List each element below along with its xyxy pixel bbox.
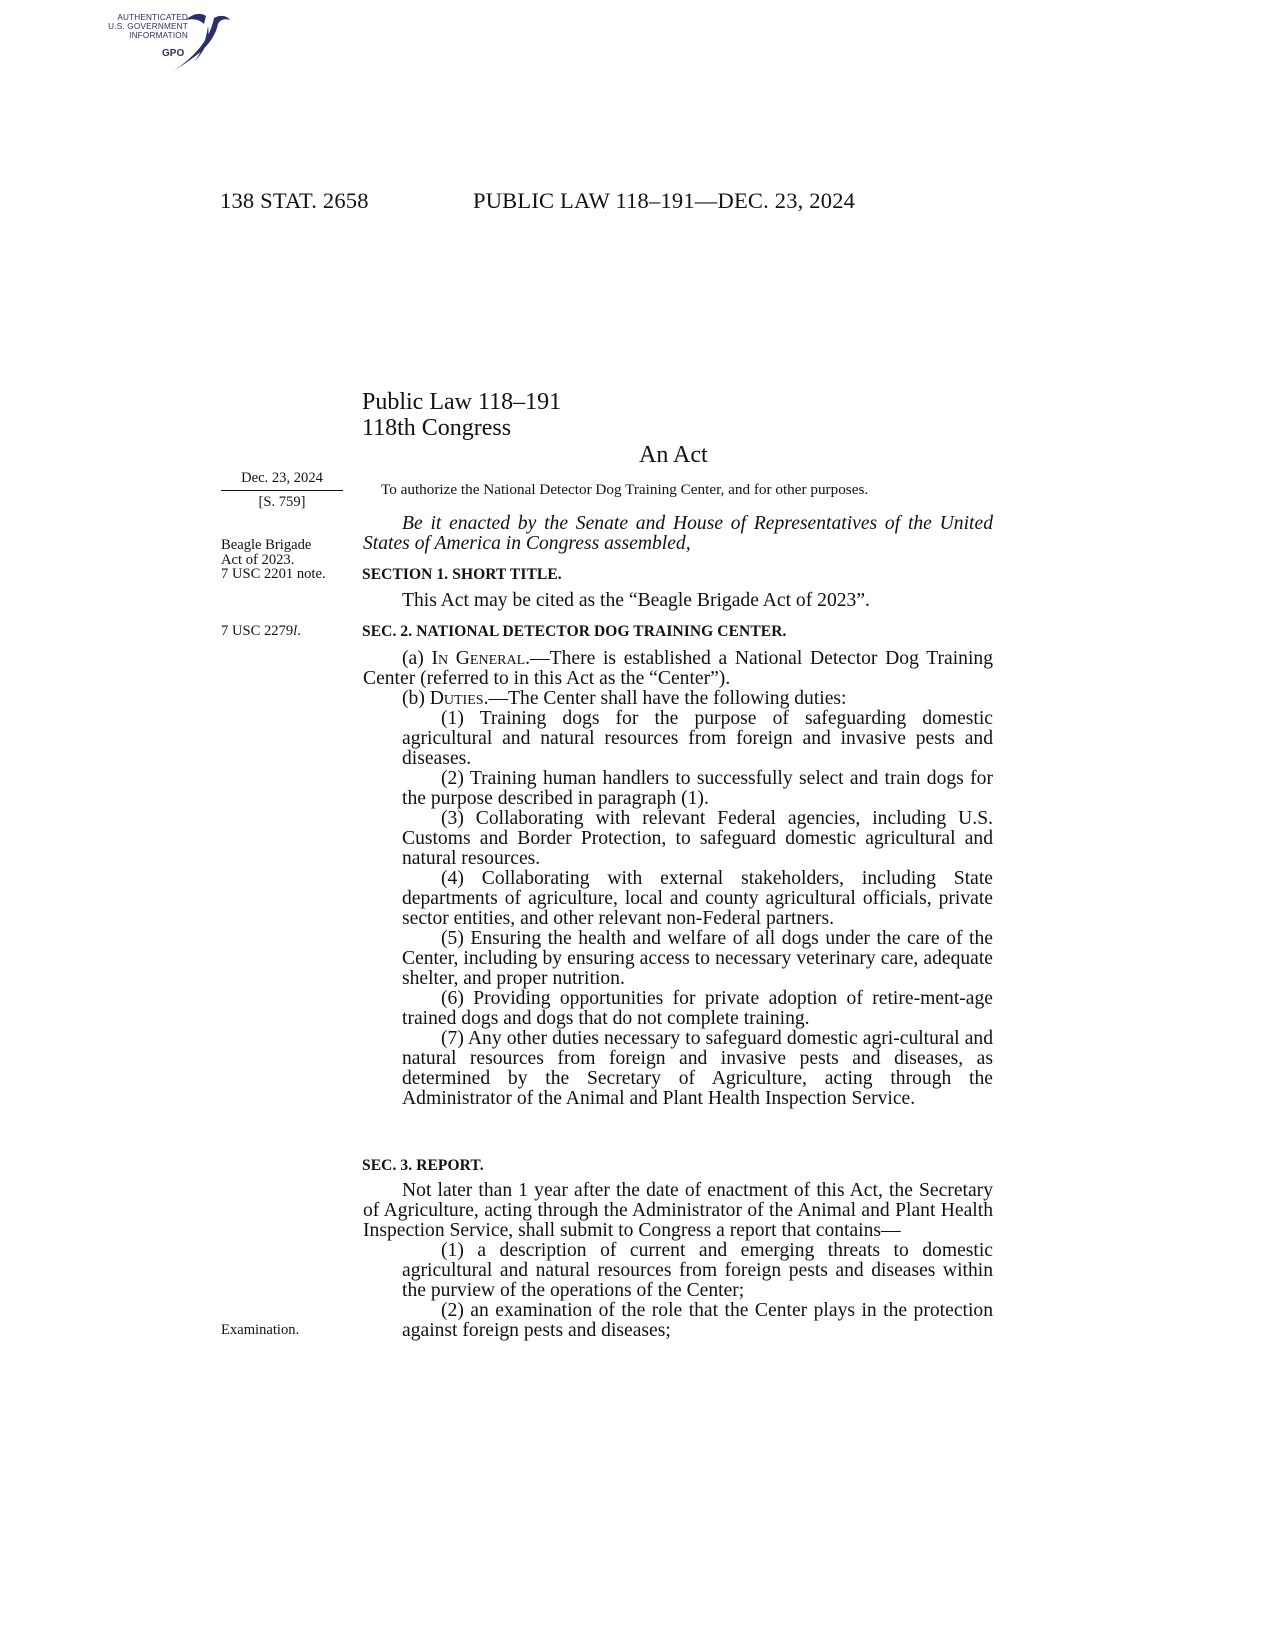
subsection-a-text: .—There is established a National Detector Dog Training Center (referred to in this Act as the “Center”). [363, 648, 993, 689]
public-law-number: Public Law 118–191 [362, 389, 562, 415]
margin-note-examination: Examination. [221, 1322, 300, 1338]
margin-note-short-title [221, 538, 326, 582]
section-2-heading: SEC. 2. NATIONAL DETECTOR DOG TRAINING CENTER. [362, 623, 787, 640]
subsection-a-heading: In General [431, 648, 526, 669]
section-2-body [363, 649, 993, 1109]
section-1-heading: SECTION 1. SHORT TITLE. [362, 566, 562, 583]
subsection-b-text: .—The Center shall have the following duties: [483, 688, 847, 709]
duty-paragraph: (7) Any other duties necessary to safeguard domestic agri-cultural and natural resources from foreign and invasive pests and diseases, as determined by the Secretary of Agriculture, acting through the Administrator of the Animal and Plant Health Inspection Service. [402, 1028, 993, 1109]
subsection-a-label: (a) [402, 648, 432, 669]
report-item: (1) a description of current and emerging threats to domestic agricultural and natural resources from foreign pests and diseases within the purview of the operations of the Center; [402, 1240, 993, 1301]
section-3-heading: SEC. 3. REPORT. [362, 1157, 484, 1174]
section-3-intro: Not later than 1 year after the date of enactment of this Act, the Secretary of Agriculture, acting through the Administrator of the Animal and Plant Health Inspection Service, shall submit to Congress a report that contains— [363, 1180, 993, 1241]
margin-note-line: Act of 2023. [221, 551, 295, 568]
seal-gpo-label: GPO [162, 48, 185, 59]
duty-paragraph: (4) Collaborating with external stakeholders, including State departments of agriculture, local and county agricultural officials, private sector entities, and other relevant non-Federal partners. [402, 868, 993, 929]
usc-citation-section-letter: l [293, 623, 298, 639]
section-1-body [363, 591, 993, 611]
running-head: PUBLIC LAW 118–191—DEC. 23, 2024 [473, 188, 856, 213]
duty-paragraph: (1) Training dogs for the purpose of safeguarding domestic agricultural and natural resources from foreign and invasive pests and diseases. [402, 708, 993, 769]
duty-paragraph: (2) Training human handlers to successfully select and train dogs for the purpose described in paragraph (1). [402, 768, 993, 809]
margin-note-usc [221, 624, 301, 639]
report-item: (2) an examination of the role that the Center plays in the protection against foreign pests and diseases; [402, 1300, 993, 1341]
seal-line-1: AUTHENTICATED [117, 13, 188, 22]
gpo-authentication-seal [92, 10, 232, 76]
duty-paragraph: (6) Providing opportunities for private adoption of retire-ment-age trained dogs and dogs that do not complete training. [402, 988, 993, 1029]
subsection-b [363, 689, 993, 709]
enactment-date-block [221, 470, 343, 511]
eagle-icon [150, 10, 230, 76]
subsection-b-heading: Duties [429, 688, 484, 709]
an-act-heading: An Act [639, 442, 708, 468]
seal-line-2: U.S. GOVERNMENT [108, 22, 188, 31]
statute-page-number: 138 STAT. 2658 [220, 188, 369, 213]
margin-note-line: Beagle Brigade [221, 537, 312, 553]
enacting-clause-block [363, 514, 993, 554]
enactment-date: Dec. 23, 2024 [221, 470, 343, 491]
long-title: To authorize the National Detector Dog Training Center, and for other purposes. [381, 481, 869, 498]
duty-paragraph: (3) Collaborating with relevant Federal agencies, including U.S. Customs and Border Protection, to safeguard domestic agricultural and natural resources. [402, 808, 993, 869]
seal-line-3: INFORMATION [129, 31, 188, 40]
section-3-body [363, 1181, 993, 1341]
duty-paragraph: (5) Ensuring the health and welfare of all dogs under the care of the Center, including by ensuring access to necessary veterinary care, adequate shelter, and proper nutrition. [402, 928, 993, 989]
enacting-clause: Be it enacted by the Senate and House of Representatives of the United States of America in Congress assembled, [363, 513, 993, 554]
usc-citation-period: . [297, 623, 301, 639]
congress-number: 118th Congress [362, 415, 512, 441]
section-1-text: This Act may be cited as the “Beagle Brigade Act of 2023”. [402, 590, 870, 611]
subsection-a [363, 649, 993, 689]
margin-note-line: 7 USC 2201 note. [221, 566, 326, 583]
bill-number: [S. 759] [258, 494, 306, 510]
usc-citation: 7 USC 2279 [221, 623, 294, 639]
subsection-b-label: (b) [402, 688, 430, 709]
